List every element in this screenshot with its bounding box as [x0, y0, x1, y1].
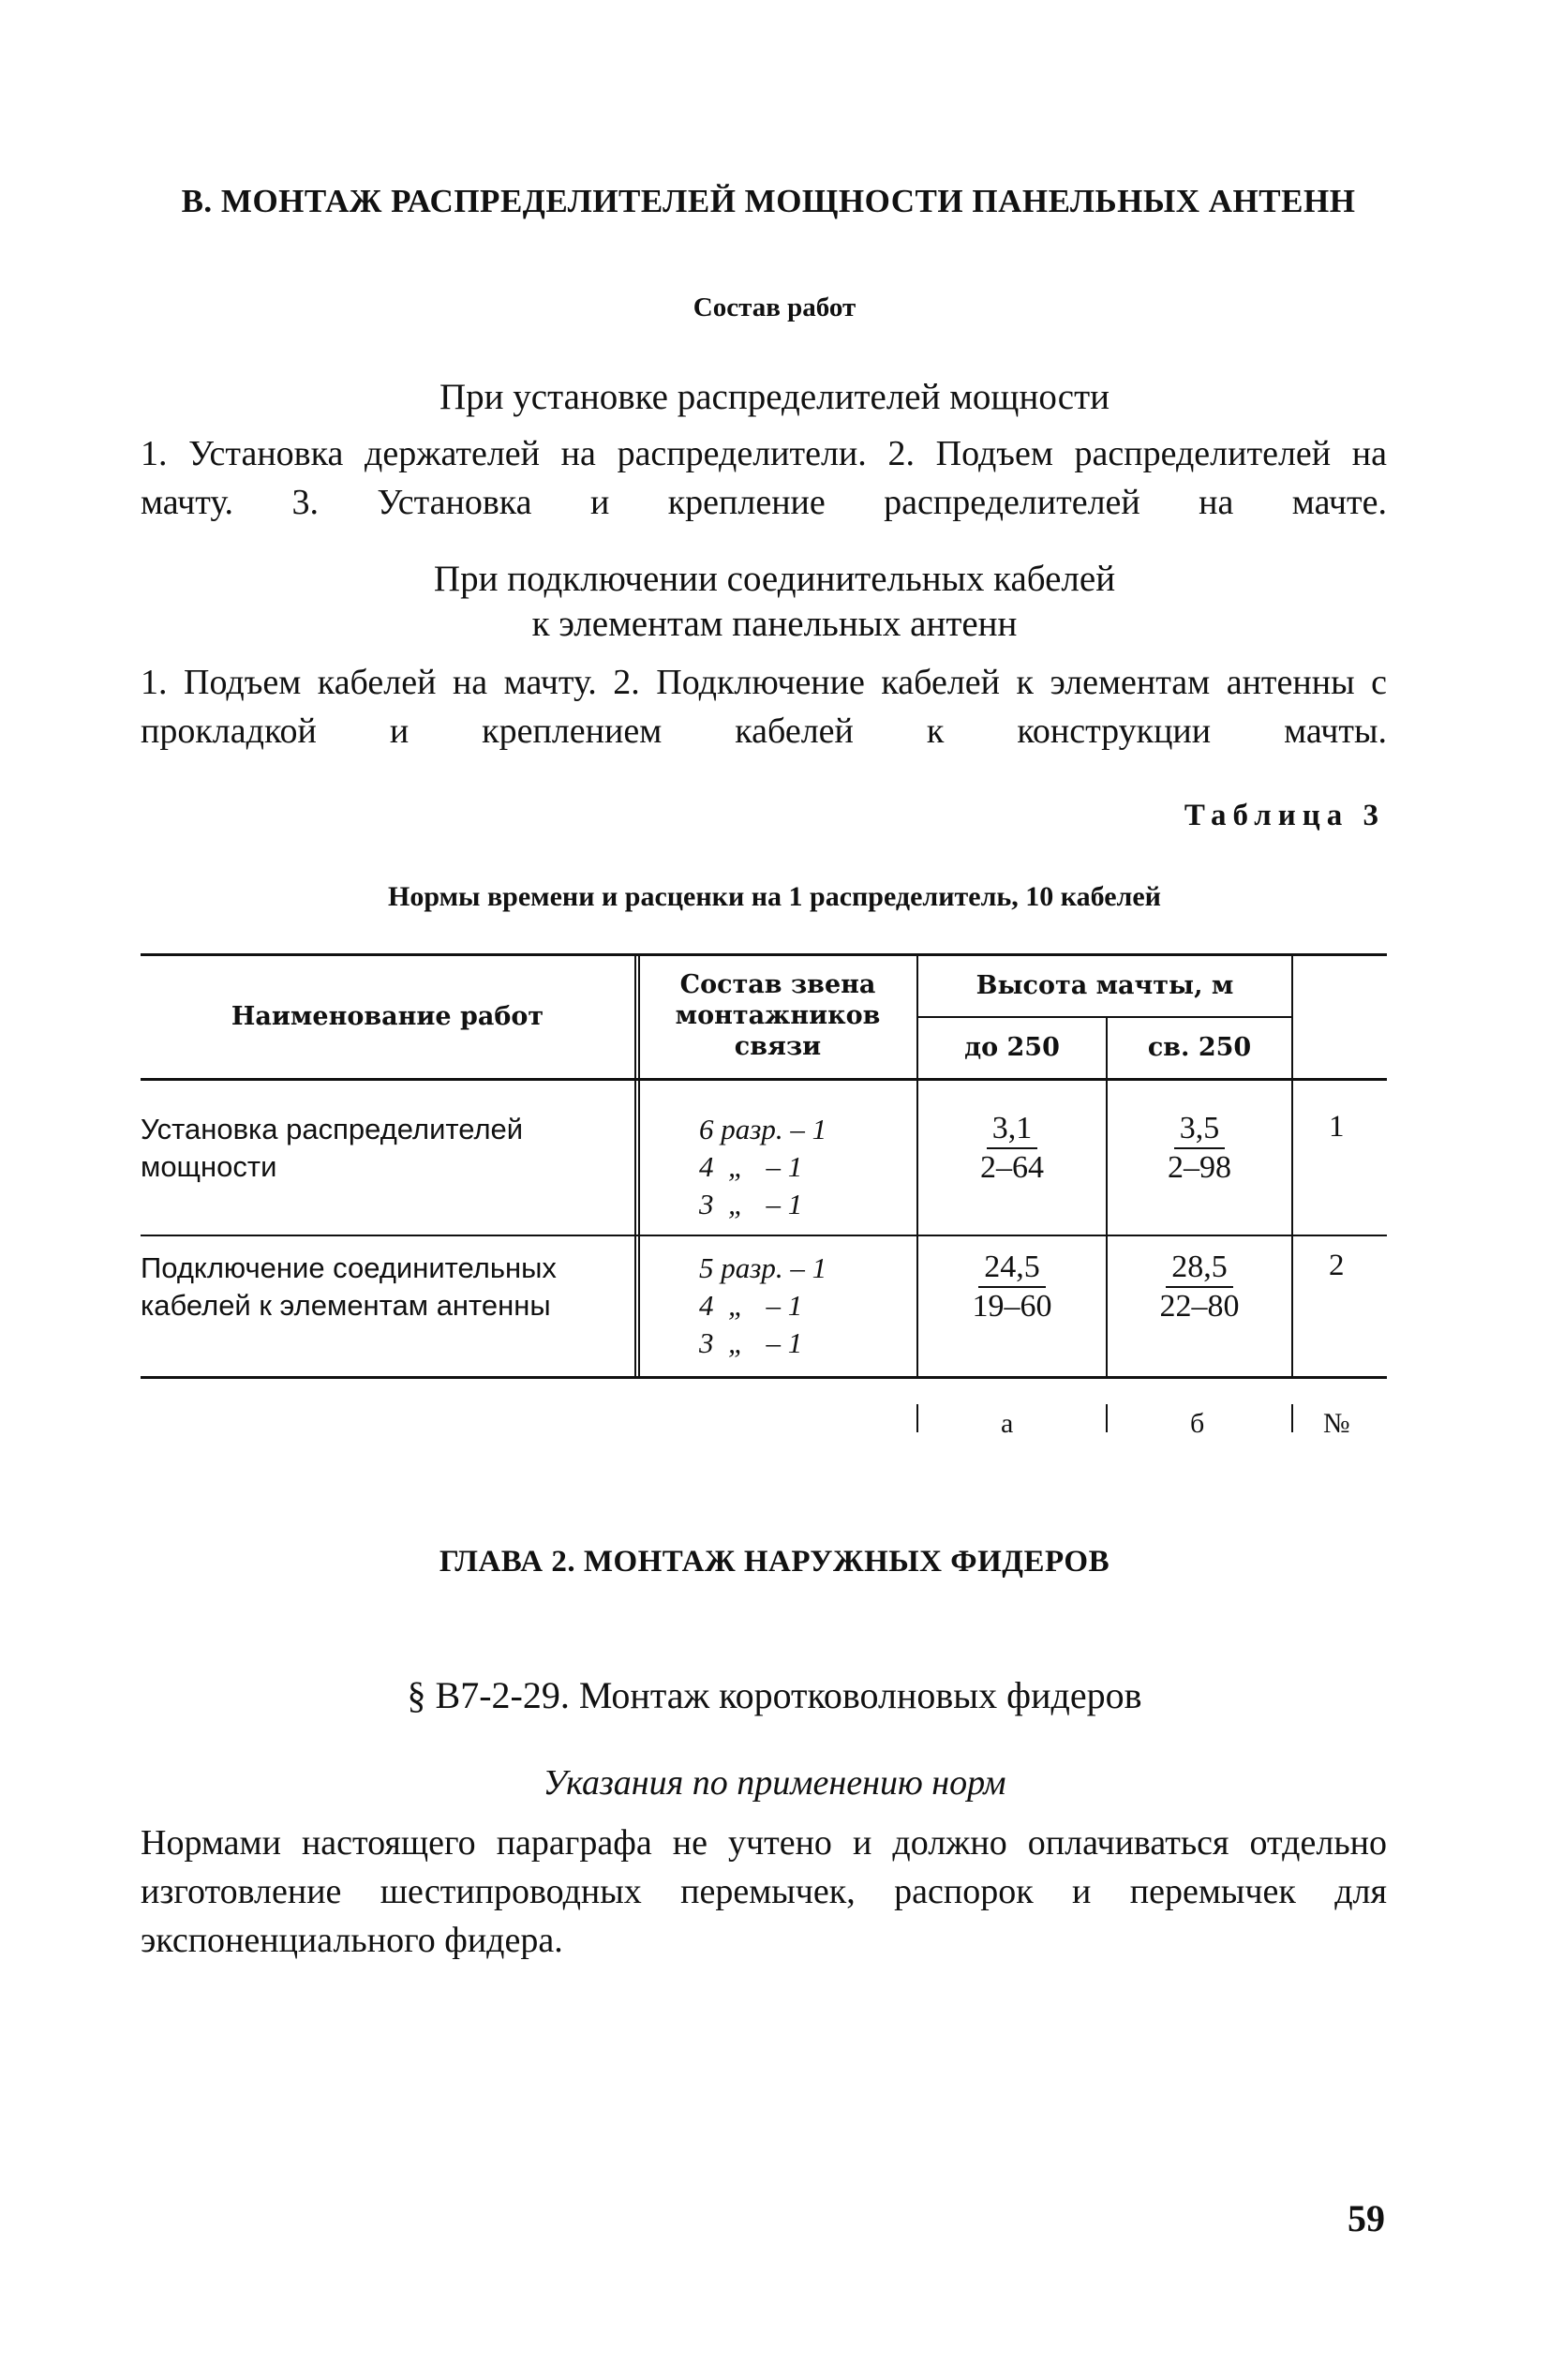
- row-value-a-rate: 19–60: [972, 1289, 1052, 1324]
- application-heading: Указания по применению норм: [543, 1763, 1006, 1803]
- application-text: Нормами настоящего параграфа не учтено и должно оплачиваться отдельно изготовление шестипроводных перемычек, распорок и перемычек для экспоненциального фидера.: [141, 1823, 1387, 1960]
- row-value-a-time: 24,5: [978, 1249, 1046, 1288]
- row-number: 2: [1329, 1249, 1345, 1282]
- column-index-b: б: [1190, 1408, 1205, 1439]
- header-work-name: Наименование работ: [231, 1002, 544, 1031]
- header-col-b: св. 250: [1147, 1033, 1252, 1062]
- row-value-b: [1115, 1110, 1284, 1187]
- connect-heading-line2: к элементам панельных антенн: [531, 604, 1018, 644]
- row-value-b-time: 28,5: [1166, 1249, 1233, 1288]
- row-value-a: [928, 1110, 1096, 1187]
- work-composition-heading: Состав работ: [693, 292, 856, 322]
- header-col-a: до 250: [964, 1033, 1060, 1062]
- connect-heading-line1: При подключении соединительных кабелей: [433, 559, 1116, 599]
- row-crew: 6 разр. – 1 4 „ – 1 3 „ – 1: [699, 1113, 827, 1220]
- row-crew: 5 разр. – 1 4 „ – 1 3 „ – 1: [699, 1251, 827, 1359]
- page-number: 59: [1348, 2197, 1385, 2239]
- row-value-b-time: 3,5: [1174, 1110, 1226, 1149]
- row-work-name: Установка распределителей мощности: [141, 1113, 524, 1183]
- row-value-b-rate: 22–80: [1159, 1289, 1240, 1324]
- column-index-no: №: [1323, 1408, 1350, 1439]
- row-value-a: [928, 1249, 1096, 1325]
- column-index-a: а: [1001, 1408, 1014, 1439]
- install-text: 1. Установка держателей на распределители. 2. Подъем распределителей на мачту. 3. Установка и крепление распределителей на мачте.: [141, 434, 1387, 522]
- connect-text: 1. Подъем кабелей на мачту. 2. Подключение кабелей к элементам антенны с прокладкой и креплением кабелей к конструкции мачты.: [141, 663, 1387, 751]
- paragraph-title: § В7-2-29. Монтаж коротковолновых фидеров: [407, 1674, 1142, 1716]
- row-value-a-rate: 2–64: [980, 1150, 1044, 1185]
- row-value-b-rate: 2–98: [1168, 1150, 1231, 1185]
- header-crew: Состав звена монтажников связи: [675, 970, 881, 1061]
- section-title: В. МОНТАЖ РАСПРЕДЕЛИТЕЛЕЙ МОЩНОСТИ ПАНЕЛЬНЫХ АНТЕНН: [181, 183, 1356, 219]
- table-label: Таблица 3: [1184, 799, 1385, 832]
- header-mast-height: Высота мачты, м: [976, 971, 1234, 1000]
- chapter-title: ГЛАВА 2. МОНТАЖ НАРУЖНЫХ ФИДЕРОВ: [439, 1545, 1110, 1579]
- row-value-a-time: 3,1: [987, 1110, 1038, 1149]
- row-number: 1: [1329, 1110, 1345, 1144]
- table-caption: Нормы времени и расценки на 1 распределитель, 10 кабелей: [388, 881, 1161, 912]
- row-work-name: Подключение соединительных кабелей к элементам антенны: [141, 1251, 557, 1322]
- row-value-b: [1115, 1249, 1284, 1325]
- install-heading: При установке распределителей мощности: [439, 377, 1110, 417]
